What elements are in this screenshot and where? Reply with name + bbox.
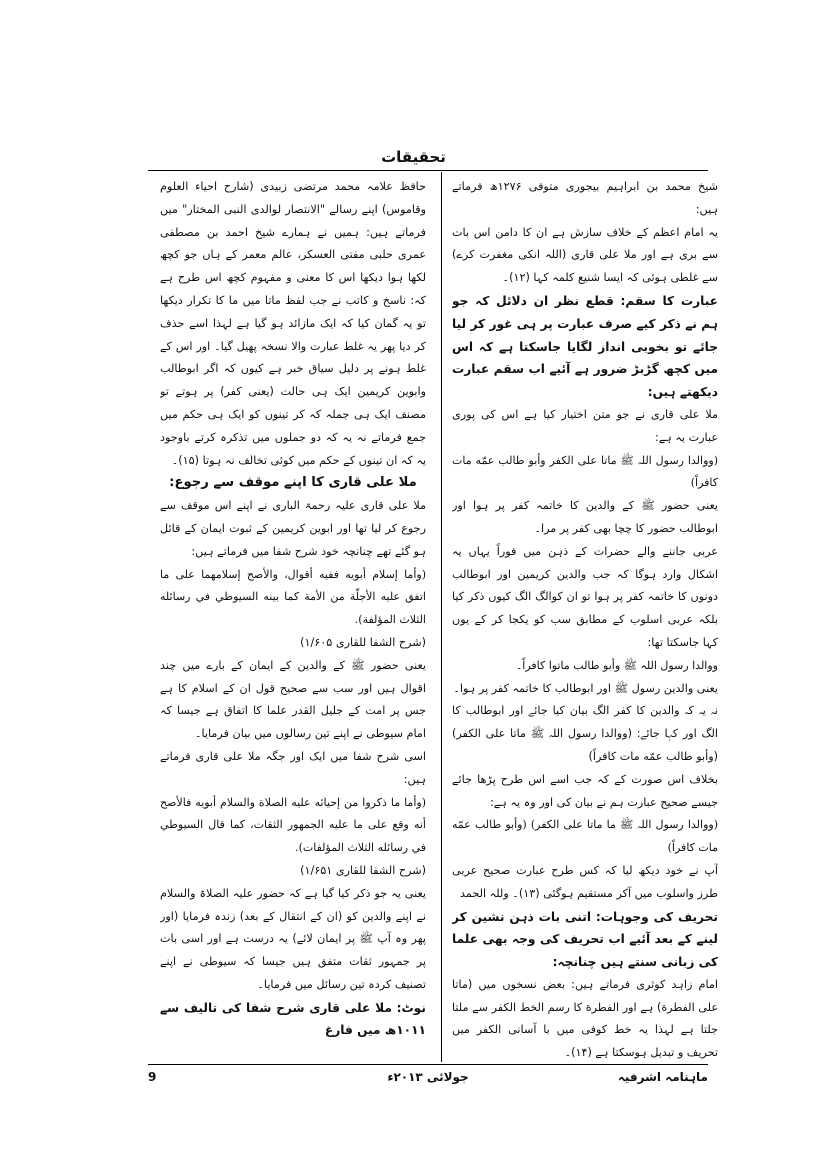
page-header-title: تحقیقات [381,148,446,166]
paragraph: ملا علی قاری نے جو متن اختیار کیا ہے اس کی پوری عبارت یہ ہے: [452,407,718,444]
paragraph: آپ نے خود دیکھ لیا کہ کس طرح عبارت صحیح عربی طرز واسلوب میں آکر مستقیم ہوگئی (۱۳)۔ وللہ الحمد [452,863,718,900]
arabic-quote: ووالدا رسول اللہ ﷺ وأبو طالب ماتوا کافراً۔ [515,658,718,672]
paragraph: عبارت کا سقم: قطع نظر ان دلائل کہ جو ہم نے ذکر کیے صرف عبارت پر ہی غور کر لیا جائے تو بخوبی انداز لگایا جاسکتا ہے کہ اس میں کچھ گڑبڑ ضرور ہے آئیے اب سقم عبارت دیکھتے ہیں: [452,293,718,400]
paragraph: نوٹ: ملا علی قاری شرح شفا کی تالیف سے ۱۰۱۱ھ میں فارغ [160,1000,426,1038]
section-heading: ملا علی قاری کا اپنے موقف سے رجوع: [169,475,417,491]
paragraph: یعنی یہ جو ذکر کیا گیا ہے کہ حضور علیہ الصلاۃ والسلام نے اپنے والدین کو (ان کے انتقال کے بعد) زندہ فرمایا (اور پھر وہ آپ ﷺ پر ایمان لائے) یہ درست ہے اور اسی بات پر جمہور ثقات متفق ہیں جیسا کہ سیوطی نے اپنے تصنیف کردہ تین رسائل میں فرمایا۔ [160,886,426,991]
paragraph: یہ امام اعظم کے خلاف سازش ہے ان کا دامن اس بات سے بری ہے اور ملا علی قاری (اللہ انکی مغفرت کرے) سے غلطی ہوئی کہ ایسا شنیع کلمہ کہا (۱۲)۔ [452,225,718,285]
issue-date: جولائی ۲۰۱۳ء [387,1070,469,1084]
column-divider [441,172,442,1062]
paragraph: تحریف کی وجوہات: اتنی بات ذہن نشین کر لینے کے بعد آئیے اب تحریف کی وجہ بھی علما کی زبانی سنتے ہیں چنانچہ: [452,909,718,970]
paragraph: بخلاف اس صورت کے کہ جب اسے اس طرح پڑھا جائے جیسے صحیح عبارت ہم نے بیان کی اور وہ یہ ہے: [452,772,718,809]
paragraph: یعنی والدین رسول ﷺ اور ابوطالب کا خاتمہ کفر پر ہوا۔ [453,681,718,695]
paragraph: (شرح الشفا للقاری ۱/۶۵۱) [300,863,426,877]
paragraph: امام زاہد کوثری فرماتے ہیں: بعض نسخوں میں (ماتا علی الفطرة) ہے اور الفطرة کا رسم الخط الکفر سے ملتا جلتا ہے لہذا یہ خط کوفی میں با آسانی الکفر میں تحریف و تبدیل ہوسکتا ہے (۱۴)۔ [452,977,718,1060]
arabic-quote: (ووالدا رسول اللہ ﷺ ماتا علی الکفر وأبو طالب عمّه مات کافراً) [452,453,718,490]
paragraph: ملا علی قاری علیہ رحمۃ الباری نے اپنے اس موقف سے رجوع کر لیا تھا اور ابوین کریمین کے ثبوت ایمان کے قائل ہو گئے تھے چنانچہ خود شرح شفا میں فرماتے ہیں: [160,499,426,558]
paragraph: اسی شرح شفا میں ایک اور جگہ ملا علی قاری فرماتے ہیں: [160,749,426,786]
page-footer [148,1070,708,1094]
arabic-quote: (ووالدا رسول اللہ ﷺ ما ماتا علی الکفر) (وأبو طالب عمّه مات کافراً) [452,818,718,855]
header-rule [148,170,708,171]
arabic-quote: (وأما إسلام أبويه ففيه أقوال، والأصح إسلامهما على ما اتفق عليه الأجلّة من الأمة كما بينه السيوطي في رسائله الثلاث المؤلفة). [160,567,426,627]
paragraph: شیخ محمد بن ابراہیم بیجوری متوفی ۱۲۷۶ھ فرماتے ہیں: [452,180,718,216]
paragraph: یعنی حضور ﷺ کے والدین کا خاتمہ کفر پر ہوا اور ابوطالب حضور کا چچا بھی کفر پر مرا۔ [452,499,718,535]
footer-rule [148,1064,708,1065]
page-number: 9 [148,1070,157,1084]
left-column [160,176,426,1061]
arabic-quote: (وأما ما ذكروا من إحيائه عليه الصلاة والسلام أبويه فالأصح أنه وقع على ما عليه الجمهور الثقات، كما قال السيوطي في رسائله الثلاث المؤلفات). [160,795,426,855]
paragraph: حافظ علامہ محمد مرتضی زبیدی (شارح احیاء العلوم وقاموس) اپنے رسالے "الانتصار لوالدی النبی المختار" میں فرماتے ہیں: ہمیں نے ہمارے شیخ احمد بن مصطفی عمری حلبی مفتی العسکر، عالم معمر کے ہاں جو کچھ لکھا ہوا دیکھا اس کا معنی و مفہوم کچھ اس طرح ہے کہ: ناسخ و کاتب نے جب لفظ ماتا میں ما کا تکرار دیکھا تو یہ گمان کیا کہ ایک مازائد ہو گیا ہے لہذا اسے حذف کر دیا پھر یہ غلط عبارت والا نسخہ پھیل گیا۔ اور اس کے غلط ہونے پر دلیل سیاق خبر ہے کیوں کہ اگر ابوطالب وابوین کریمین ایک ہی حالت (یعنی کفر) پر ہوتے تو مصنف ایک ہی جملہ کہ کر تینوں کو ایک ہی حکم میں جمع فرماتے نہ یہ کہ دو جملوں میں تذکرہ کرتے باوجود یہ کہ ان تینوں کے حکم میں کوئی تخالف نہ ہوتا (۱۵)۔ [160,180,426,467]
magazine-name: ماہنامہ اشرفیہ [617,1070,708,1084]
paragraph: عربی جاننے والے حضرات کے ذہن میں فوراً یہاں یہ اشکال وارد ہوگا کہ جب والدین کریمین اور ابوطالب دونوں کا خاتمہ کفر پر ہوا تو ان کوالگ الگ کیوں ذکر کیا بلکہ عربی اسلوب کے مطابق سب کو یکجا کر کے یوں کہا جاسکتا تھا: [452,544,718,649]
paragraph: یعنی حضور ﷺ کے والدین کے ایمان کے بارے میں چند اقوال ہیں اور سب سے صحیح قول ان کے اسلام کا ہے جس پر امت کے جلیل القدر علما کا اتفاق ہے جیسا کہ امام سیوطی نے اپنے تین رسالوں میں بیان فرمایا۔ [160,658,426,741]
right-column [452,176,718,1061]
paragraph: نہ یہ کہ والدین کا کفر الگ بیان کیا جائے اور ابوطالب کا الگ اور کہا جائے: (ووالدا رسول اللہ ﷺ ماتا علی الکفر) (وأبو طالب عمّه مات کافراً) [452,704,718,763]
paragraph: (شرح الشفا للقاری ۱/۶۰۵) [300,635,426,649]
